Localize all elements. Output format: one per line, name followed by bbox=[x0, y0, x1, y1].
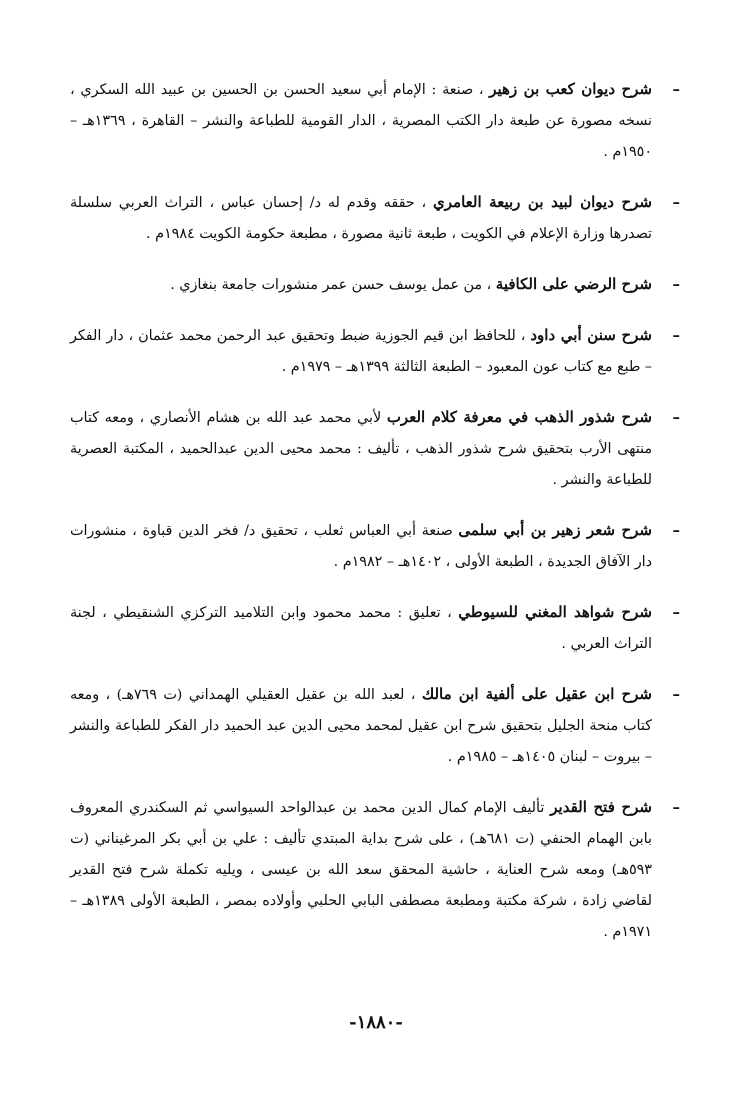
bibliography-entry bbox=[70, 679, 680, 773]
entry-dash: – bbox=[672, 603, 680, 621]
entry-title: شرح شعر زهير بن أبي سلمى bbox=[458, 521, 652, 539]
entry-title: شرح ابن عقيل على ألفية ابن مالك bbox=[421, 685, 652, 703]
entry-title: شرح شذور الذهب في معرفة كلام العرب bbox=[386, 408, 652, 426]
entry-details: ، من عمل يوسف حسن عمر منشورات جامعة بنغازي . bbox=[170, 277, 496, 293]
entry-title: شرح ديوان لبيد بن ربيعة العامري bbox=[433, 193, 652, 211]
entry-details: ، لعبد الله بن عقيل العقيلي الهمداني (ت ٧٦٩هـ) ، ومعه كتاب منحة الجليل بتحقيق شرح ابن عقيل لمحمد محيى الدين عبد الحميد دار الفكر للطباعة والنشر – بيروت – لبنان ١٤٠٥هـ – ١٩٨٥م . bbox=[70, 687, 652, 765]
bibliography-entry bbox=[70, 269, 680, 301]
entry-title: شرح شواهد المغني للسيوطي bbox=[458, 603, 652, 621]
entry-details: لأبي محمد عبد الله بن هشام الأنصاري ، ومعه كتاب منتهى الأرب بتحقيق شرح شذور الذهب ، تأليف : محمد محيى الدين عبدالحميد ، المكتبة العصرية للطباعة والنشر . bbox=[70, 410, 652, 488]
bibliography-entry bbox=[70, 320, 680, 383]
bibliography-list bbox=[70, 74, 680, 967]
entry-dash: – bbox=[672, 275, 680, 293]
entry-dash: – bbox=[672, 326, 680, 344]
page-number: -١٨٨٠- bbox=[349, 1012, 403, 1033]
entry-title: شرح سنن أبي داود bbox=[530, 326, 652, 344]
entry-dash: – bbox=[672, 193, 680, 211]
entry-dash: – bbox=[672, 798, 680, 816]
entry-dash: – bbox=[672, 80, 680, 98]
entry-details: ، صنعة : الإمام أبي سعيد الحسن بن الحسين بن عبيد الله السكري ، نسخه مصورة عن طبعة دار الكتب المصرية ، الدار القومية للطباعة والنشر – القاهرة ، ١٣٦٩هـ – ١٩٥٠م . bbox=[70, 82, 653, 160]
entry-title: شرح الرضي على الكافية bbox=[495, 275, 652, 293]
entry-details: ، تعليق : محمد محمود وابن التلاميد التركزي الشنقيطي ، لجنة التراث العربي . bbox=[70, 605, 652, 652]
bibliography-entry bbox=[70, 402, 680, 496]
entry-title: شرح فتح القدير bbox=[550, 798, 652, 816]
bibliography-entry bbox=[70, 792, 680, 948]
entry-details: ، حققه وقدم له د/ إحسان عباس ، التراث العربي سلسلة تصدرها وزارة الإعلام في الكويت ، طبعة ثانية مصورة ، مطبعة حكومة الكويت ١٩٨٤م . bbox=[70, 195, 652, 242]
entry-dash: – bbox=[672, 521, 680, 539]
bibliography-entry bbox=[70, 187, 680, 250]
bibliography-entry bbox=[70, 597, 680, 660]
entry-dash: – bbox=[672, 408, 680, 426]
entry-title: شرح ديوان كعب بن زهير bbox=[489, 80, 653, 98]
entry-details: ، للحافظ ابن قيم الجوزية ضبط وتحقيق عبد الرحمن محمد عثمان ، دار الفكر – طبع مع كتاب عون المعبود – الطبعة الثالثة ١٣٩٩هـ – ١٩٧٩م . bbox=[70, 328, 652, 375]
entry-details: صنعة أبي العباس ثعلب ، تحقيق د/ فخر الدين قباوة ، منشورات دار الآفاق الجديدة ، الطبعة الأولى ، ١٤٠٢هـ – ١٩٨٢م . bbox=[70, 523, 652, 570]
entry-details: تأليف الإمام كمال الدين محمد بن عبدالواحد السيواسي ثم السكندري المعروف بابن الهمام الحنفي (ت ٦٨١هـ) ، على شرح بداية المبتدي تأليف : علي بن أبي بكر المرغيناني (ت ٥٩٣هـ) ومعه شرح العناية ، حاشية المحقق سعد الله بن عيسى ، ويليه تكملة شرح فتح القدير لقاضي زادة ، شركة مكتبة ومطبعة مصطفى البابي الحلبي وأولاده بمصر ، الطبعة الأولى ١٣٨٩هـ – ١٩٧١م . bbox=[70, 800, 653, 940]
entry-dash: – bbox=[672, 685, 680, 703]
bibliography-entry bbox=[70, 74, 680, 168]
bibliography-entry bbox=[70, 515, 680, 578]
